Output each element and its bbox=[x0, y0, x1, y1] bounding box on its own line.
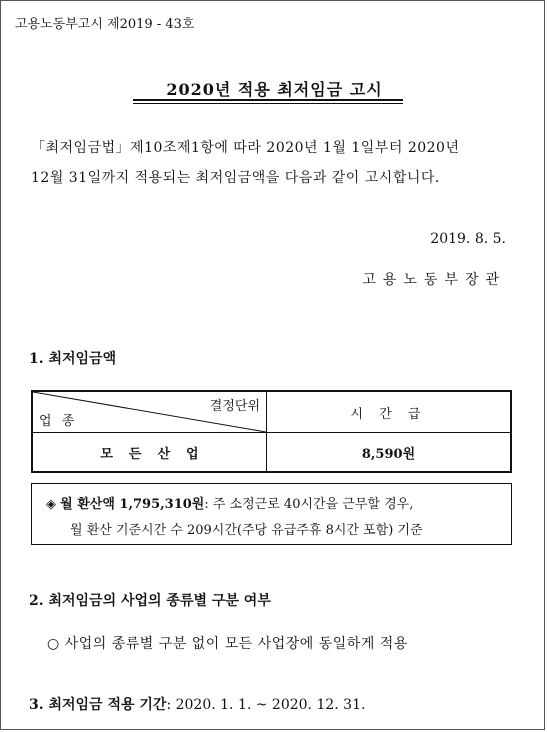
minimum-wage-table bbox=[31, 390, 512, 473]
table-header-diagonal-cell bbox=[32, 391, 267, 433]
issuer: 고용노동부장관 bbox=[362, 272, 506, 288]
section-2-note: ○ 사업의 종류별 구분 없이 모든 사업장에 동일하게 적용 bbox=[47, 636, 408, 652]
application-period: : 2020. 1. 1. ~ 2020. 12. 31. bbox=[166, 697, 366, 713]
intro-line-2: 12월 31일까지 적용되는 최저임금액을 다음과 같이 고시합니다. bbox=[31, 170, 440, 186]
diamond-bullet-icon: ◈ bbox=[46, 497, 56, 512]
monthly-amount-label: 월 환산액 1,795,310원 bbox=[60, 497, 205, 512]
header-sector: 업 종 bbox=[39, 414, 78, 429]
notice-number: 고용노동부고시 제2019 - 43호 bbox=[15, 17, 195, 32]
notice-date: 2019. 8. 5. bbox=[430, 231, 506, 247]
monthly-equivalent-box bbox=[31, 483, 512, 545]
monthly-condition: : 주 소정근로 40시간을 근무할 경우, bbox=[204, 497, 414, 512]
title-underline bbox=[133, 99, 403, 101]
hourly-wage-value: 8,590원 bbox=[267, 433, 512, 473]
section-3-line bbox=[29, 694, 365, 714]
title-underline-thin bbox=[133, 103, 403, 104]
section-2-heading: 2. 최저임금의 사업의 종류별 구분 여부 bbox=[29, 593, 271, 609]
header-hourly: 시 간 급 bbox=[267, 391, 512, 433]
sector-all-industries: 모든산업 bbox=[32, 433, 267, 473]
header-decision-unit: 결정단위 bbox=[209, 399, 260, 414]
monthly-line-1 bbox=[46, 493, 413, 512]
section-3-heading: 3. 최저임금 적용 기간 bbox=[29, 697, 167, 713]
section-1-heading: 1. 최저임금액 bbox=[29, 351, 117, 367]
monthly-line-2: 월 환산 기준시간 수 209시간(주당 유급주휴 8시간 포함) 기준 bbox=[70, 523, 423, 538]
intro-line-1: 「최저임금법」제10조제1항에 따라 2020년 1월 1일부터 2020년 bbox=[31, 140, 460, 156]
document-title: 2020년 적용 최저임금 고시 bbox=[166, 80, 383, 99]
